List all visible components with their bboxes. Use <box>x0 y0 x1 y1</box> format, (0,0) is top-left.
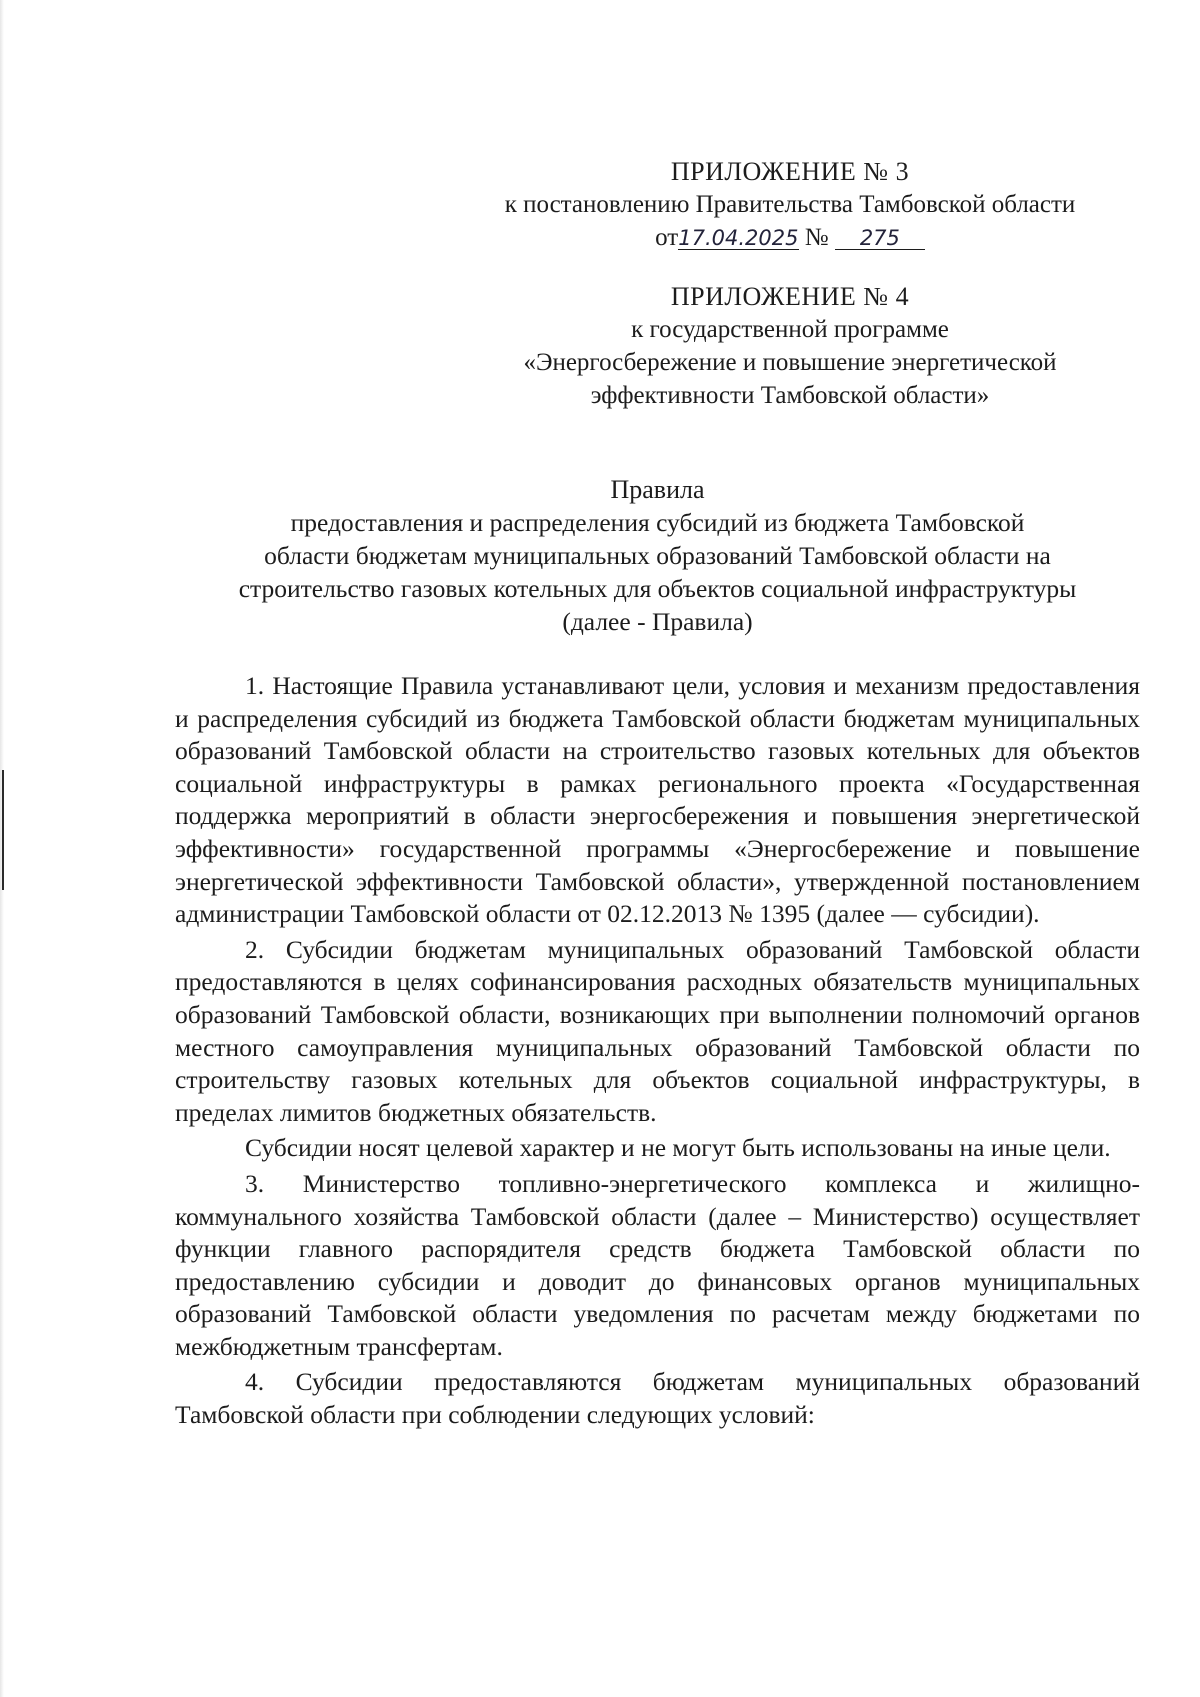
date-prefix: от <box>655 224 679 251</box>
rules-title-block <box>175 473 1140 638</box>
rules-subtitle-line-1: предоставления и распределения субсидий из бюджета Тамбовской <box>290 508 1025 537</box>
appendix-4-line-3: эффективности Тамбовской области» <box>590 382 990 409</box>
paragraph-2-note: Субсидии носят целевой характер и не могут быть использованы на иные цели. <box>245 1133 1111 1163</box>
number-prefix: № <box>804 224 829 251</box>
appendix-3-date-line <box>400 221 1180 254</box>
rules-subtitle-line-2: области бюджетам муниципальных образований Тамбовской области на <box>264 541 1051 570</box>
handwritten-date: 17.04.2025 <box>678 226 799 250</box>
appendix-3-line: к постановлению Правительства Тамбовской области <box>504 191 1076 218</box>
paragraph-2: 2. Субсидии бюджетам муниципальных образований Тамбовской области предоставляются в целях софинансирования расходных обязательств муниципальных образований Тамбовской области, возникающих при выполнении полномочий органов местного самоуправления муниципальных образований Тамбовской области по строительству газовых котельных для объектов социальной инфраструктуры, в пределах лимитов бюджетных обязательств. <box>175 934 1140 1127</box>
appendix-3-block <box>400 155 1180 254</box>
rules-subtitle-line-4: (далее - Правила) <box>562 607 753 636</box>
appendix-4-line-1: к государственной программе <box>631 316 949 343</box>
paragraph-3: 3. Министерство топливно-энергетического комплекса и жилищно-коммунального хозяйства Тамбовской области (далее – Министерство) осуществляет функции главного распорядителя средств бюджета Тамбовской области по предоставлению субсидии и доводит до финансовых органов муниципальных образований Тамбовской области уведомления по расчетам между бюджетами по межбюджетным трансфертам. <box>175 1168 1140 1361</box>
rules-title: Правила <box>610 475 705 504</box>
rules-body <box>175 670 1140 1432</box>
paragraph-4: 4. Субсидии предоставляются бюджетам муниципальных образований Тамбовской области при соблюдении следующих условий: <box>175 1367 1140 1430</box>
appendix-4-block <box>400 280 1180 412</box>
handwritten-number: 275 <box>835 227 925 250</box>
appendix-4-heading: ПРИЛОЖЕНИЕ № 4 <box>670 282 910 311</box>
paragraph-1: 1. Настоящие Правила устанавливают цели, условия и механизм предоставления и распределения субсидий из бюджета Тамбовской области бюджетам муниципальных образований Тамбовской области на строительство газовых котельных для объектов социальной инфраструктуры в рамках регионального проекта «Государственная поддержка мероприятий в области энергосбережения и повышения энергетической эффективности» государственной программы «Энергосбережение и повышение энергетической эффективности Тамбовской области», утвержденной постановлением администрации Тамбовской области от 02.12.2013 № 1395 (далее — субсидии). <box>175 671 1140 929</box>
scan-edge-mark <box>2 770 4 890</box>
rules-subtitle-line-3: строительство газовых котельных для объектов социальной инфраструктуры <box>238 574 1077 603</box>
appendix-4-line-2: «Энергосбережение и повышение энергетической <box>523 349 1057 376</box>
appendix-3-heading: ПРИЛОЖЕНИЕ № 3 <box>670 157 910 186</box>
